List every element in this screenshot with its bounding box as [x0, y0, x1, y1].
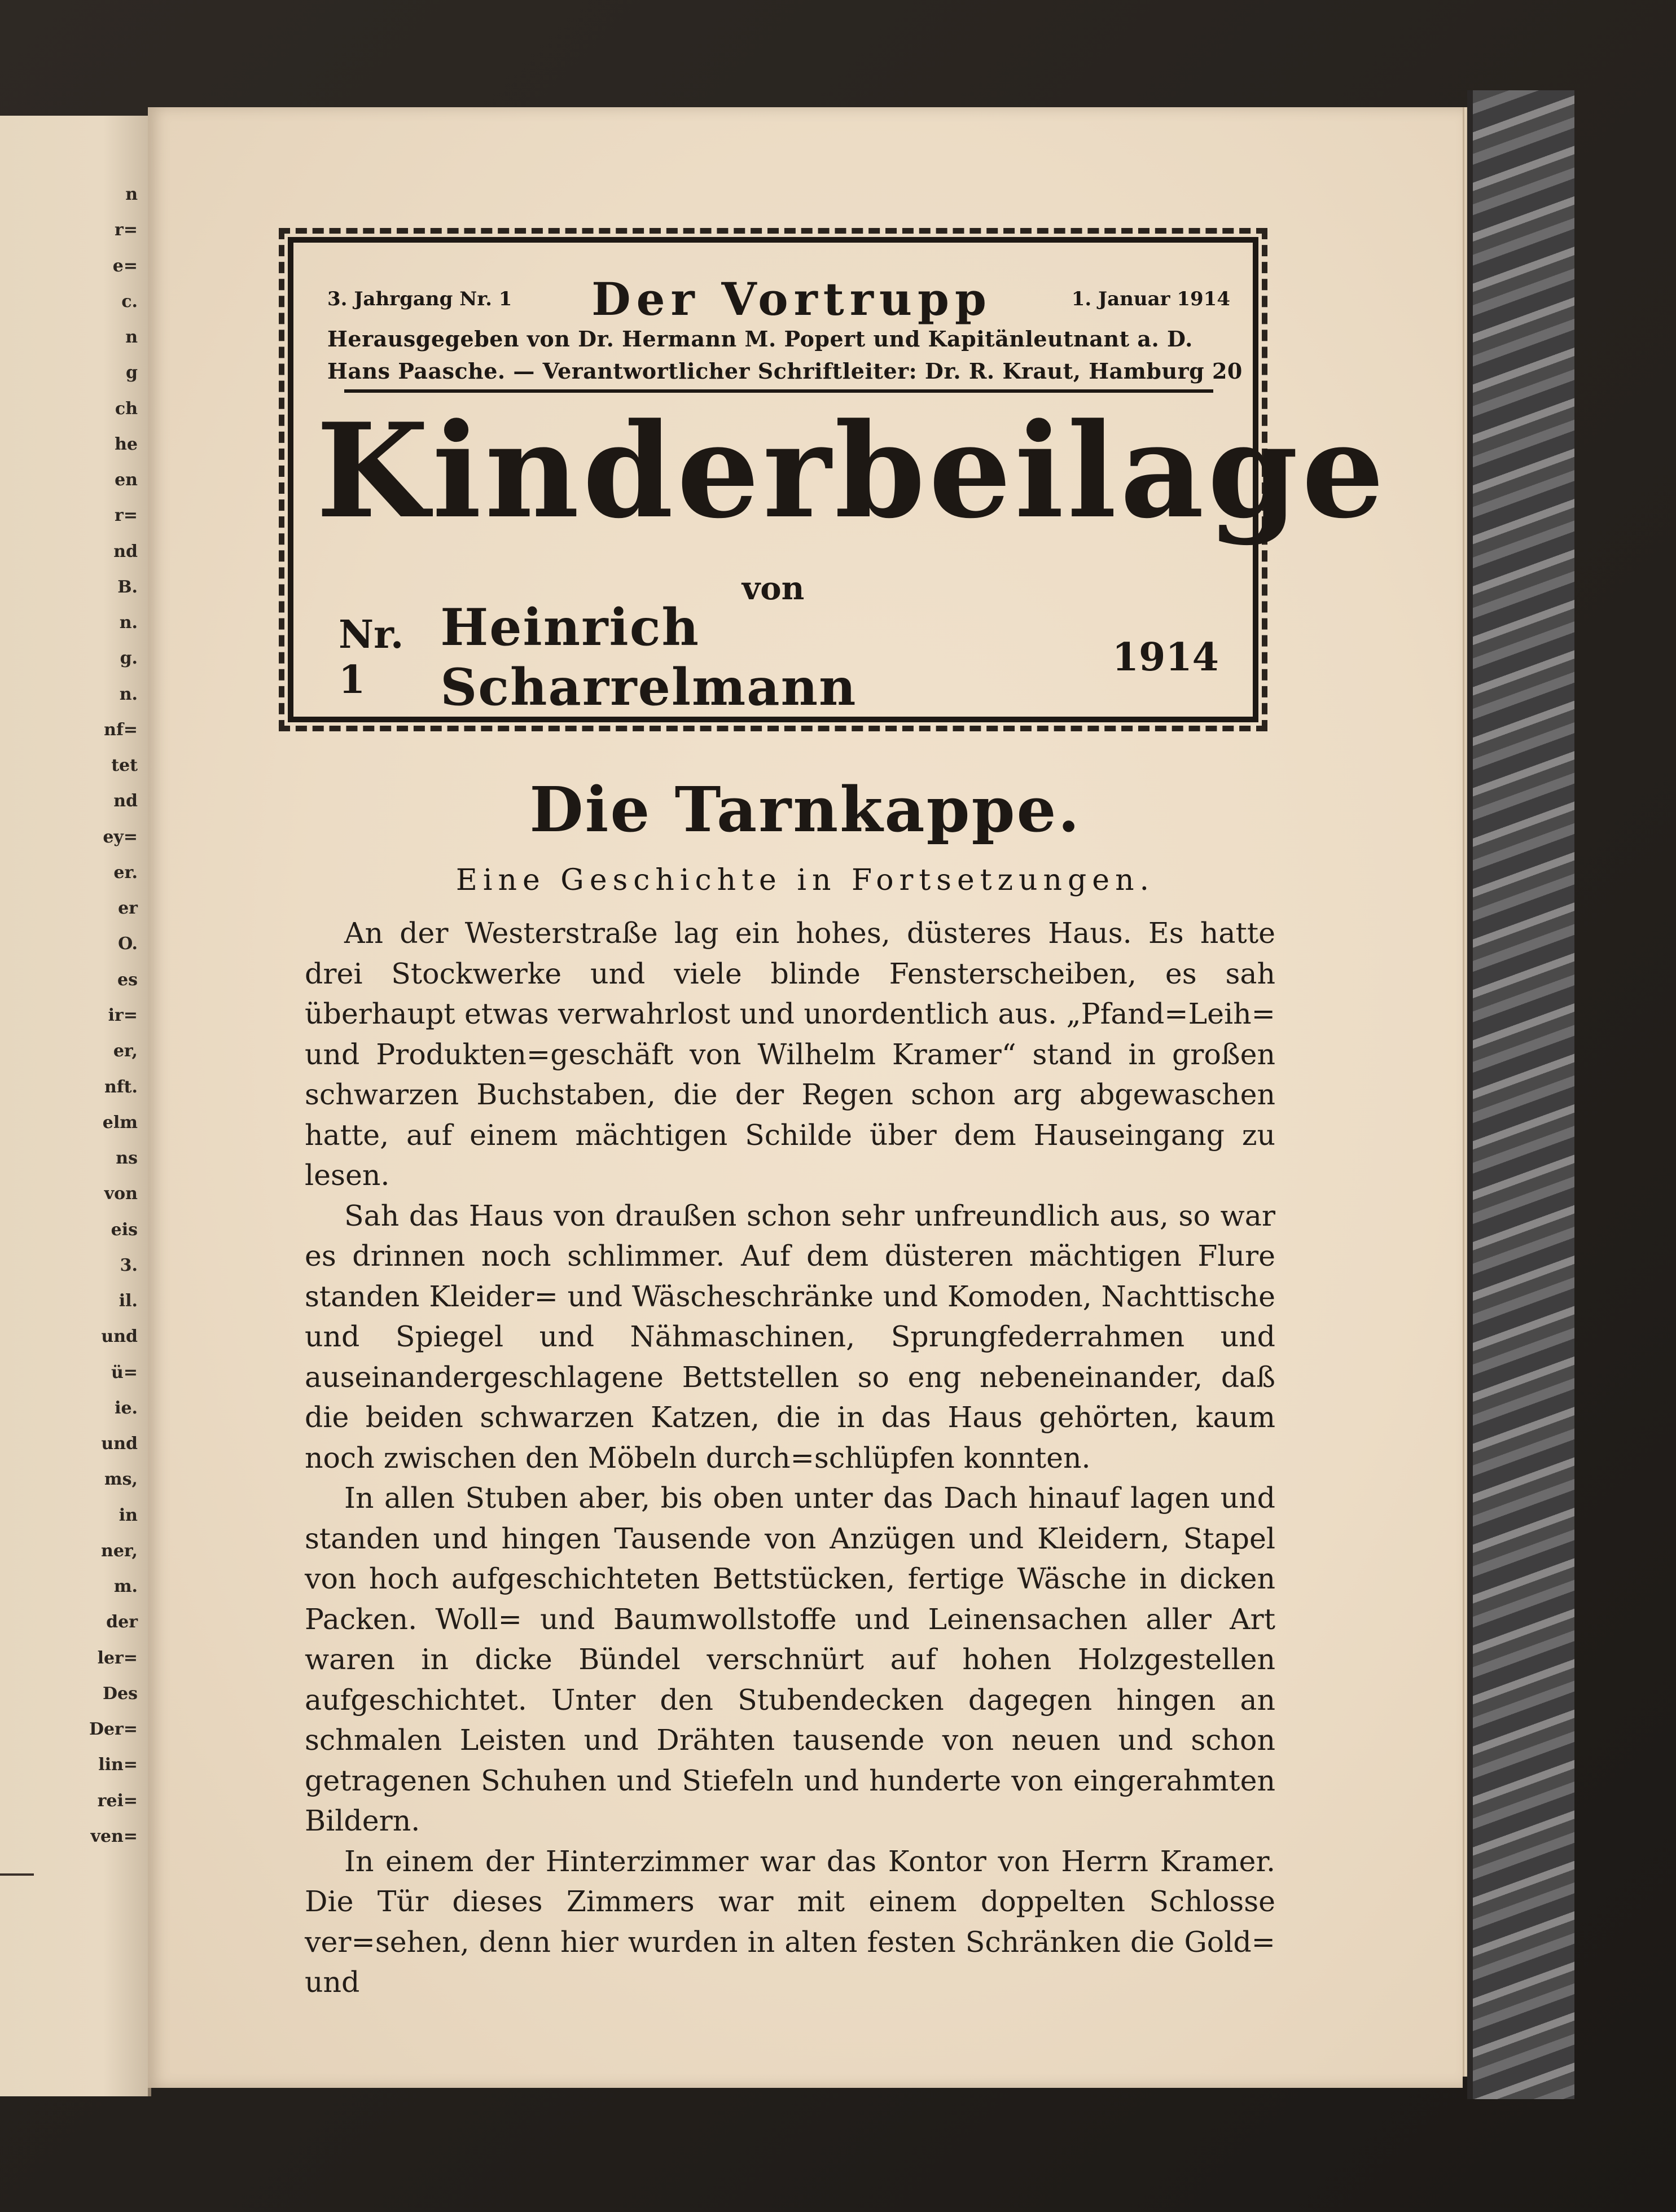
previous-page-text-fragment: eis — [111, 1219, 138, 1240]
author-name: Heinrich Scharrelmann — [440, 598, 857, 717]
previous-page-text-fragment: er, — [113, 1041, 138, 1061]
supplement-title: Kinderbeilage — [316, 395, 1388, 547]
editor-line: Hans Paasche. — Verantwortlicher Schriftleiter: Dr. R. Kraut, Hamburg 20 — [327, 358, 1243, 384]
previous-page-text-fragment: O. — [118, 934, 138, 954]
story-subtitle: Eine Geschichte in Fortsetzungen. — [455, 863, 1155, 897]
previous-page-text-fragment: n — [125, 185, 138, 204]
masthead-box — [288, 237, 1388, 722]
previous-page-text-fragment: m. — [113, 1577, 138, 1597]
previous-page-text-fragment: 3. — [120, 1255, 138, 1275]
masthead-top-row — [327, 273, 1230, 326]
previous-page-text-fragment: von — [104, 1184, 138, 1204]
volume-number: 3. Jahrgang Nr. 1 — [327, 288, 512, 310]
previous-page-text-fragment: er. — [113, 862, 138, 883]
previous-page-text-fragment: g — [126, 363, 138, 383]
previous-page-text-fragment: ms, — [104, 1469, 138, 1490]
story-body — [305, 913, 1275, 2003]
previous-page-text-fragment: ü= — [111, 1362, 138, 1382]
by-line-von: von — [742, 570, 805, 607]
previous-page-text-fragment: Der= — [89, 1719, 138, 1740]
previous-page-text-fragment: ns — [116, 1148, 138, 1169]
paragraph: In einem der Hinterzimmer war das Kontor von Herrn Kramer. Die Tür dieses Zimmers war mit einem doppelten Schlosse ver=sehen, denn hier wurden in alten festen Schränken die Gold= und — [305, 1844, 1275, 1999]
previous-page-text-fragment: ven= — [90, 1827, 138, 1846]
previous-page-text-fragment: ey= — [103, 827, 138, 847]
paper-name: Der Vortrupp — [591, 273, 992, 326]
previous-page-text-fragment: nd — [113, 541, 138, 561]
previous-page-text-fragment: n. — [119, 613, 138, 633]
previous-page-text-fragment: he — [115, 434, 138, 454]
book-cover-edge — [1467, 90, 1574, 2099]
previous-page-text-fragment: nf= — [104, 719, 138, 740]
paragraph: In allen Stuben aber, bis oben unter das Dach hinauf lagen und standen und hingen Tausende von Anzügen und Kleidern, Stapel von hoch aufgeschichteten Bettstücken, fertige Wäsche in dicken Packen. Woll= und Baumwollstoffe und Leinensachen aller Art waren in dicke Bündel verschnürt auf hohen Holzgestellen aufgeschichtet. Unter den Stubendecken dagegen hingen an schmalen Leisten und Drähten tausende von neuen und schon getragenen Schuhen und Stiefeln und hunderte von eingerahmten Bildern. — [305, 1481, 1275, 1837]
previous-page-text-fragment: Des — [103, 1683, 138, 1704]
previous-page-text-fragment: r= — [115, 220, 138, 240]
previous-page-text-fragment: g. — [120, 648, 138, 669]
issue-date: 1. Januar 1914 — [1071, 288, 1230, 310]
previous-page-text-fragment: tet — [111, 756, 138, 776]
previous-page-rule — [0, 1873, 34, 1876]
supplement-year: 1914 — [1112, 635, 1219, 680]
previous-page-text-fragment: und — [101, 1434, 138, 1454]
previous-page-text-fragment: der — [106, 1612, 138, 1632]
previous-page-text-fragment: ie. — [115, 1398, 138, 1418]
previous-page-text-fragment: c. — [121, 291, 138, 311]
previous-page — [0, 116, 151, 2096]
publisher-line: Herausgegeben von Dr. Hermann M. Popert und Kapitänleutnant a. D. — [327, 326, 1193, 352]
supplement-number: Nr. 1 — [339, 612, 404, 703]
previous-page-text-fragment: r= — [115, 506, 138, 526]
previous-page-text-fragment: en — [115, 470, 138, 490]
previous-page-text-fragment: lin= — [98, 1755, 138, 1775]
previous-page-text-fragment: il. — [119, 1291, 138, 1311]
previous-page-text-fragment: es — [117, 969, 138, 990]
previous-page-text-fragment: und — [101, 1327, 138, 1347]
previous-page-text-fragment: ner, — [101, 1540, 138, 1561]
masthead-bottom-row — [339, 598, 1219, 717]
previous-page-text-fragment: in — [119, 1505, 138, 1525]
previous-page-text-fragment: ir= — [108, 1006, 138, 1025]
previous-page-text-fragment: elm — [102, 1112, 138, 1133]
previous-page-text-fragment: e= — [112, 256, 138, 276]
previous-page-text-fragment: nft. — [104, 1077, 138, 1097]
paragraph: An der Westerstraße lag ein hohes, düsteres Haus. Es hatte drei Stockwerke und viele blinde Fensterscheiben, es sah überhaupt etwas verwahrlost und unordentlich aus. „Pfand=Leih= und Produkten=geschäft von Wilhelm Kramer“ stand in großen schwarzen Buchstaben, die der Regen schon arg abgewaschen hatte, auf einem mächtigen Schilde über dem Hauseingang zu lesen. — [305, 916, 1275, 1192]
masthead-rule — [344, 389, 1213, 393]
paragraph: Sah das Haus von draußen schon sehr unfreundlich aus, so war es drinnen noch schlimmer. Auf dem düsteren mächtigen Flure standen Kleider= und Wäscheschränke und Komoden, Nachttische und Spiegel und Nähmaschinen, Sprungfederrahmen und auseinandergeschlagene Bettstellen so eng nebeneinander, daß die beiden schwarzen Katzen, die in das Haus gehörten, kaum noch zwischen den Möbeln durch=schlüpfen konnten. — [305, 1199, 1275, 1474]
previous-page-text-fragment: B. — [117, 577, 138, 597]
previous-page-text-fragment: nd — [113, 791, 138, 811]
previous-page-text-fragment: n — [125, 327, 138, 348]
previous-page-text-fragment: n. — [119, 684, 138, 704]
previous-page-text-fragment: rei= — [97, 1790, 138, 1811]
story-title: Die Tarnkappe. — [529, 773, 1081, 846]
previous-page-text-fragment: er — [118, 898, 138, 919]
previous-page-text-fragment: ch — [115, 398, 138, 419]
previous-page-text-fragment: ler= — [97, 1648, 138, 1668]
